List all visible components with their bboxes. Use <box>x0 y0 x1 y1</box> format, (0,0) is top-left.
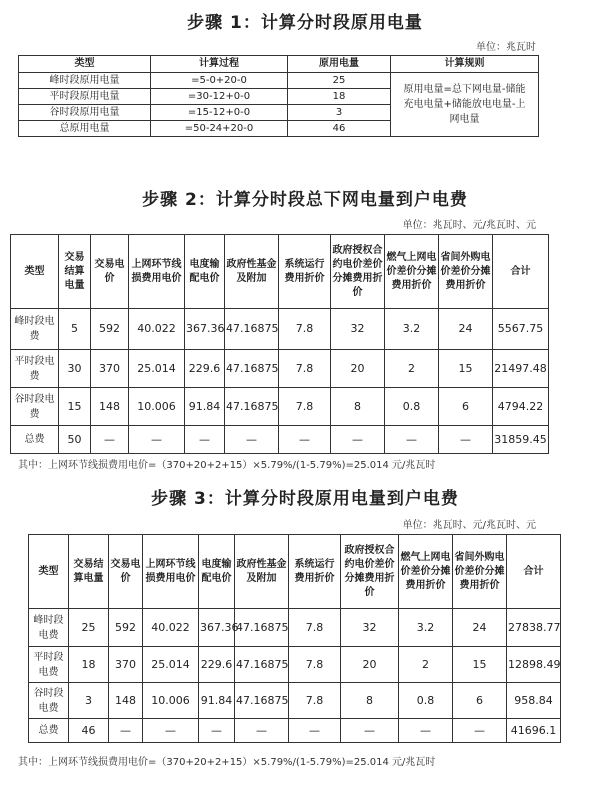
header-cell: 系统运行费用折价 <box>289 535 341 609</box>
value-cell: 6 <box>453 683 507 719</box>
value-cell: — <box>185 426 225 454</box>
value-cell: 2 <box>385 350 439 388</box>
process-cell: =30-12+0-0 <box>151 89 288 105</box>
value-cell: 3.2 <box>385 309 439 350</box>
table-row <box>11 426 549 454</box>
value-cell: 15 <box>59 388 91 426</box>
table-row <box>29 647 561 683</box>
table-row <box>11 309 549 350</box>
row-label-cell: 谷时段电费 <box>29 683 69 719</box>
value-cell: — <box>453 719 507 743</box>
value-cell: 7.8 <box>289 683 341 719</box>
value-cell: 10.006 <box>143 683 199 719</box>
header-cell: 交易电价 <box>109 535 143 609</box>
value-cell: 50 <box>59 426 91 454</box>
value-cell: 8 <box>341 683 399 719</box>
header-cell: 交易电价 <box>91 235 129 309</box>
value-cell: — <box>91 426 129 454</box>
value-cell: 24 <box>439 309 493 350</box>
value-cell: 20 <box>331 350 385 388</box>
row-label-cell: 峰时段电费 <box>29 609 69 647</box>
type-cell: 总原用电量 <box>19 121 151 137</box>
header-cell: 政府授权合约电价差价分摊费用折价 <box>341 535 399 609</box>
value-cell: 25 <box>69 609 109 647</box>
header-row <box>29 535 561 609</box>
value-cell: 47.16875 <box>225 388 279 426</box>
header-cell: 计算规则 <box>391 56 539 73</box>
type-cell: 谷时段原用电量 <box>19 105 151 121</box>
value-cell: 3 <box>288 105 391 121</box>
header-cell: 政府授权合约电价差价分摊费用折价 <box>331 235 385 309</box>
header-cell: 交易结算电量 <box>69 535 109 609</box>
value-cell: 47.16875 <box>225 309 279 350</box>
value-cell: 3.2 <box>399 609 453 647</box>
value-cell: 148 <box>91 388 129 426</box>
value-cell: 47.16875 <box>235 683 289 719</box>
value-cell: 6 <box>439 388 493 426</box>
value-cell: 47.16875 <box>235 647 289 683</box>
value-cell: 3 <box>69 683 109 719</box>
header-row <box>11 235 549 309</box>
value-cell: 148 <box>109 683 143 719</box>
value-cell: 7.8 <box>279 309 331 350</box>
value-cell: 2 <box>399 647 453 683</box>
step2-note: 其中：上网环节线损费用电价=（370+20+2+15）×5.79%/(1-5.79%)=25.014 元/兆瓦时 <box>18 460 436 471</box>
row-label-cell: 总费 <box>29 719 69 743</box>
value-cell: 592 <box>109 609 143 647</box>
value-cell: — <box>331 426 385 454</box>
value-cell: 21497.48 <box>493 350 549 388</box>
process-cell: =15-12+0-0 <box>151 105 288 121</box>
value-cell: 5567.75 <box>493 309 549 350</box>
step2-table <box>10 234 549 454</box>
value-cell: 4794.22 <box>493 388 549 426</box>
value-cell: 18 <box>69 647 109 683</box>
row-label-cell: 谷时段电费 <box>11 388 59 426</box>
value-cell: 18 <box>288 89 391 105</box>
row-label-cell: 峰时段电费 <box>11 309 59 350</box>
header-cell: 燃气上网电价差价分摊费用折价 <box>385 235 439 309</box>
value-cell: — <box>279 426 331 454</box>
value-cell: — <box>109 719 143 743</box>
header-cell: 省间外购电价差价分摊费用折价 <box>439 235 493 309</box>
table-row <box>29 683 561 719</box>
value-cell: — <box>289 719 341 743</box>
header-cell: 合计 <box>507 535 561 609</box>
value-cell: — <box>399 719 453 743</box>
header-cell: 电度输配电价 <box>199 535 235 609</box>
table-row <box>11 388 549 426</box>
value-cell: 8 <box>331 388 385 426</box>
value-cell: — <box>235 719 289 743</box>
value-cell: 229.6 <box>185 350 225 388</box>
value-cell: 20 <box>341 647 399 683</box>
process-cell: =50-24+20-0 <box>151 121 288 137</box>
value-cell: 958.84 <box>507 683 561 719</box>
value-cell: 7.8 <box>279 350 331 388</box>
value-cell: 46 <box>288 121 391 137</box>
header-cell: 电度输配电价 <box>185 235 225 309</box>
header-cell: 政府性基金及附加 <box>225 235 279 309</box>
value-cell: 367.36 <box>199 609 235 647</box>
value-cell: 0.8 <box>399 683 453 719</box>
step2-unit: 单位：兆瓦时、元/兆瓦时、元 <box>402 220 536 231</box>
value-cell: — <box>341 719 399 743</box>
step3-table <box>28 534 561 743</box>
row-label-cell: 总费 <box>11 426 59 454</box>
value-cell: 41696.1 <box>507 719 561 743</box>
header-cell: 交易结算电量 <box>59 235 91 309</box>
value-cell: 7.8 <box>289 609 341 647</box>
table-row <box>29 719 561 743</box>
value-cell: 47.16875 <box>235 609 289 647</box>
value-cell: 7.8 <box>289 647 341 683</box>
value-cell: 30 <box>59 350 91 388</box>
value-cell: 91.84 <box>185 388 225 426</box>
value-cell: 46 <box>69 719 109 743</box>
type-cell: 峰时段原用电量 <box>19 73 151 89</box>
value-cell: 47.16875 <box>225 350 279 388</box>
header-cell: 类型 <box>29 535 69 609</box>
type-cell: 平时段原用电量 <box>19 89 151 105</box>
value-cell: 32 <box>331 309 385 350</box>
value-cell: 27838.77 <box>507 609 561 647</box>
value-cell: 0.8 <box>385 388 439 426</box>
value-cell: 91.84 <box>199 683 235 719</box>
header-cell: 省间外购电价差价分摊费用折价 <box>453 535 507 609</box>
value-cell: 7.8 <box>279 388 331 426</box>
value-cell: 12898.49 <box>507 647 561 683</box>
value-cell: 5 <box>59 309 91 350</box>
header-cell: 上网环节线损费用电价 <box>129 235 185 309</box>
value-cell: 592 <box>91 309 129 350</box>
value-cell: — <box>143 719 199 743</box>
step1-table <box>18 55 539 137</box>
value-cell: 229.6 <box>199 647 235 683</box>
value-cell: 25.014 <box>129 350 185 388</box>
process-cell: =5-0+20-0 <box>151 73 288 89</box>
rule-cell: 原用电量=总下网电量-储能充电电量+储能放电电量-上网电量 <box>391 73 539 137</box>
value-cell: 10.006 <box>129 388 185 426</box>
value-cell: 370 <box>109 647 143 683</box>
value-cell: 40.022 <box>129 309 185 350</box>
header-cell: 合计 <box>493 235 549 309</box>
value-cell: 24 <box>453 609 507 647</box>
value-cell: 25 <box>288 73 391 89</box>
row-label-cell: 平时段电费 <box>29 647 69 683</box>
value-cell: 15 <box>453 647 507 683</box>
step3-unit: 单位：兆瓦时、元/兆瓦时、元 <box>402 520 536 531</box>
value-cell: — <box>225 426 279 454</box>
header-cell: 计算过程 <box>151 56 288 73</box>
header-cell: 政府性基金及附加 <box>235 535 289 609</box>
step2-title: 步骤 2：计算分时段总下网电量到户电费 <box>142 190 468 210</box>
value-cell: 15 <box>439 350 493 388</box>
value-cell: 40.022 <box>143 609 199 647</box>
header-cell: 类型 <box>19 56 151 73</box>
value-cell: 370 <box>91 350 129 388</box>
value-cell: — <box>129 426 185 454</box>
header-cell: 系统运行费用折价 <box>279 235 331 309</box>
value-cell: 25.014 <box>143 647 199 683</box>
table-row <box>19 73 539 89</box>
header-cell: 燃气上网电价差价分摊费用折价 <box>399 535 453 609</box>
step3-title: 步骤 3：计算分时段原用电量到户电费 <box>151 489 459 509</box>
step1-title: 步骤 1：计算分时段原用电量 <box>187 13 423 33</box>
table-row <box>29 609 561 647</box>
value-cell: 367.36 <box>185 309 225 350</box>
header-cell: 原用电量 <box>288 56 391 73</box>
value-cell: 31859.45 <box>493 426 549 454</box>
header-cell: 上网环节线损费用电价 <box>143 535 199 609</box>
value-cell: — <box>439 426 493 454</box>
value-cell: — <box>385 426 439 454</box>
value-cell: — <box>199 719 235 743</box>
header-cell: 类型 <box>11 235 59 309</box>
step1-unit: 单位：兆瓦时 <box>476 42 536 53</box>
table-row <box>11 350 549 388</box>
step3-note: 其中：上网环节线损费用电价=（370+20+2+15）×5.79%/(1-5.79%)=25.014 元/兆瓦时 <box>18 757 436 768</box>
row-label-cell: 平时段电费 <box>11 350 59 388</box>
value-cell: 32 <box>341 609 399 647</box>
